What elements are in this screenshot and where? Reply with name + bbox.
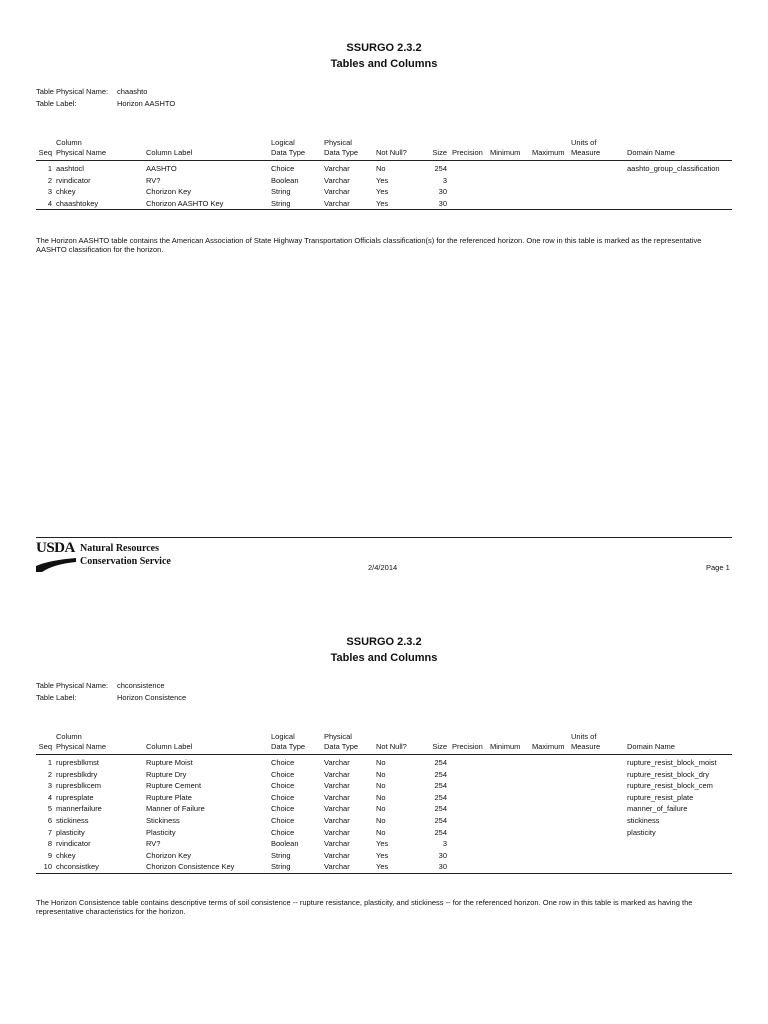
row-physical-name: chkey	[56, 850, 76, 860]
row-size: 254	[434, 804, 447, 814]
row-physical-data-type: Varchar	[324, 758, 350, 767]
header-physical-data-type: Data Type	[324, 742, 359, 751]
header-measure: Measure	[571, 148, 601, 157]
row-physical-data-type: Varchar	[324, 198, 350, 208]
table-row	[36, 780, 732, 792]
row-not-null: No	[376, 815, 386, 825]
row-physical-data-type: Varchar	[324, 804, 350, 814]
row-not-null: No	[376, 758, 386, 767]
header-precision: Precision	[452, 148, 483, 157]
table-label-value: Horizon Consistence	[117, 693, 187, 702]
row-column-label: Rupture Cement	[146, 781, 202, 791]
row-logical-data-type: String	[271, 187, 291, 197]
usda-logo	[36, 540, 196, 574]
header-seq: Seq	[38, 148, 52, 157]
table-header	[36, 730, 732, 755]
header-measure: Measure	[571, 742, 601, 751]
table-row	[36, 757, 732, 769]
row-physical-data-type: Varchar	[324, 850, 350, 860]
row-physical-data-type: Varchar	[324, 792, 350, 802]
header-minimum: Minimum	[490, 742, 521, 751]
row-physical-name: plasticity	[56, 827, 85, 837]
header-domain-name: Domain Name	[627, 742, 675, 751]
row-physical-name: rupresblkdry	[56, 769, 98, 779]
row-size: 30	[438, 187, 447, 197]
columns-table	[36, 730, 732, 874]
row-not-null: Yes	[376, 175, 389, 185]
row-physical-data-type: Varchar	[324, 164, 350, 173]
table-header	[36, 136, 732, 161]
header-physical: Physical	[324, 138, 352, 147]
row-seq: 6	[47, 815, 52, 825]
row-size: 3	[442, 175, 447, 185]
row-size: 254	[434, 164, 447, 173]
row-physical-name: rvindicator	[56, 175, 91, 185]
agency-name	[80, 542, 171, 568]
header-physical-name: Physical Name	[56, 742, 107, 751]
table-row	[36, 163, 732, 175]
row-seq: 7	[47, 827, 52, 837]
page-subtitle: Tables and Columns	[330, 652, 438, 664]
row-logical-data-type: Choice	[271, 758, 295, 767]
header-logical-data-type: Data Type	[271, 742, 306, 751]
table-label-label: Table Label:	[36, 693, 77, 702]
row-logical-data-type: Choice	[271, 804, 295, 814]
row-domain-name: rupture_resist_block_moist	[627, 758, 717, 767]
header-precision: Precision	[452, 742, 483, 751]
table-row	[36, 850, 732, 862]
row-column-label: Chorizon Key	[146, 850, 192, 860]
row-physical-data-type: Varchar	[324, 187, 350, 197]
header-domain-name: Domain Name	[627, 148, 675, 157]
row-logical-data-type: Choice	[271, 815, 295, 825]
row-physical-name: rvindicator	[56, 839, 91, 849]
table-row	[36, 175, 732, 187]
table-physical-name-value: chaashto	[117, 87, 148, 96]
table-row	[36, 815, 732, 827]
header-maximum: Maximum	[532, 148, 565, 157]
table-label-value: Horizon AASHTO	[117, 99, 176, 108]
row-column-label: RV?	[146, 839, 161, 849]
row-physical-name: rupresplate	[56, 792, 94, 802]
table-physical-name-label: Table Physical Name:	[36, 87, 109, 96]
header-size: Size	[432, 148, 447, 157]
row-not-null: Yes	[376, 850, 389, 860]
page-subtitle: Tables and Columns	[330, 58, 438, 70]
header-minimum: Minimum	[490, 148, 521, 157]
row-column-label: Rupture Plate	[146, 792, 192, 802]
header-physical-name: Physical Name	[56, 148, 107, 157]
row-seq: 9	[47, 850, 52, 860]
row-domain-name: plasticity	[627, 827, 656, 837]
header-physical-data-type: Data Type	[324, 148, 359, 157]
usda-swoosh-icon	[36, 558, 76, 572]
row-not-null: No	[376, 827, 386, 837]
row-column-label: Chorizon Key	[146, 187, 192, 197]
footer-divider	[36, 537, 732, 538]
row-seq: 2	[47, 769, 52, 779]
row-physical-data-type: Varchar	[324, 815, 350, 825]
row-size: 30	[438, 850, 447, 860]
row-column-label: RV?	[146, 175, 161, 185]
header-column-label: Column Label	[146, 148, 193, 157]
header-physical: Physical	[324, 732, 352, 741]
table-physical-name-line	[36, 680, 165, 691]
header-logical: Logical	[271, 138, 295, 147]
table-physical-name-label: Table Physical Name:	[36, 681, 109, 690]
header-size: Size	[432, 742, 447, 751]
row-size: 254	[434, 758, 447, 767]
row-physical-data-type: Varchar	[324, 827, 350, 837]
row-not-null: No	[376, 164, 386, 173]
row-not-null: No	[376, 781, 386, 791]
row-size: 30	[438, 198, 447, 208]
table-description: The Horizon AASHTO table contains the American Association of State Highway Transportation Officials classification(s) for the referenced horizon. One row in this table is marked as the representative AASHTO classification for the horizon.	[36, 236, 702, 254]
document-page-2	[0, 594, 768, 1024]
row-size: 254	[434, 769, 447, 779]
table-body	[36, 163, 732, 210]
row-seq: 1	[47, 758, 52, 767]
table-label-line	[36, 692, 186, 703]
table-label-label: Table Label:	[36, 99, 77, 108]
row-physical-name: stickiness	[56, 815, 89, 825]
row-physical-data-type: Varchar	[324, 769, 350, 779]
row-size: 30	[438, 862, 447, 872]
row-size: 254	[434, 815, 447, 825]
row-physical-name: aashtocl	[56, 164, 84, 173]
row-seq: 3	[47, 781, 52, 791]
row-logical-data-type: String	[271, 850, 291, 860]
row-logical-data-type: Choice	[271, 827, 295, 837]
table-body	[36, 757, 732, 874]
row-column-label: Chorizon AASHTO Key	[146, 198, 224, 208]
table-description: The Horizon Consistence table contains descriptive terms of soil consistence -- rupture resistance, plasticity, and stickiness -- for the referenced horizon. One row in this table is marked as having the representative characteristics for the horizon.	[36, 898, 693, 916]
header-seq: Seq	[38, 742, 52, 751]
row-not-null: Yes	[376, 839, 389, 849]
row-not-null: No	[376, 804, 386, 814]
header-column: Column	[56, 138, 82, 147]
row-physical-data-type: Varchar	[324, 839, 350, 849]
row-not-null: No	[376, 769, 386, 779]
row-logical-data-type: Choice	[271, 792, 295, 802]
row-seq: 5	[47, 804, 52, 814]
page-title: SSURGO 2.3.2	[346, 636, 422, 648]
row-size: 254	[434, 792, 447, 802]
header-logical: Logical	[271, 732, 295, 741]
row-size: 3	[442, 839, 447, 849]
table-row	[36, 803, 732, 815]
row-column-label: AASHTO	[146, 164, 177, 173]
agency-line-2: Conservation Service	[80, 556, 171, 567]
table-row	[36, 792, 732, 804]
row-seq: 1	[47, 164, 52, 173]
row-seq: 4	[47, 198, 52, 208]
table-row	[36, 838, 732, 850]
row-logical-data-type: Choice	[271, 164, 295, 173]
row-seq: 2	[47, 175, 52, 185]
row-domain-name: stickiness	[627, 815, 660, 825]
table-row	[36, 198, 732, 210]
header-not-null: Not Null?	[376, 148, 407, 157]
row-column-label: Plasticity	[146, 827, 176, 837]
row-size: 254	[434, 781, 447, 791]
header-units-of: Units of	[571, 138, 597, 147]
row-seq: 8	[47, 839, 52, 849]
row-seq: 4	[47, 792, 52, 802]
row-domain-name: rupture_resist_plate	[627, 792, 694, 802]
row-physical-name: rupresblkmst	[56, 758, 99, 767]
row-logical-data-type: String	[271, 198, 291, 208]
row-logical-data-type: Boolean	[271, 839, 299, 849]
agency-line-1: Natural Resources	[80, 543, 159, 554]
row-not-null: Yes	[376, 187, 389, 197]
footer-page-number: Page 1	[706, 563, 730, 572]
row-physical-name: chkey	[56, 187, 76, 197]
row-physical-data-type: Varchar	[324, 862, 350, 872]
row-logical-data-type: Choice	[271, 769, 295, 779]
header-maximum: Maximum	[532, 742, 565, 751]
row-physical-name: chaashtokey	[56, 198, 99, 208]
row-column-label: Rupture Dry	[146, 769, 187, 779]
table-physical-name-value: chconsistence	[117, 681, 165, 690]
columns-table	[36, 136, 732, 210]
row-physical-name: mannerfailure	[56, 804, 102, 814]
header-column: Column	[56, 732, 82, 741]
table-row	[36, 186, 732, 198]
row-domain-name: rupture_resist_block_dry	[627, 769, 710, 779]
row-domain-name: manner_of_failure	[627, 804, 688, 814]
row-domain-name: rupture_resist_block_cem	[627, 781, 713, 791]
page-title: SSURGO 2.3.2	[346, 42, 422, 54]
header-units-of: Units of	[571, 732, 597, 741]
header-not-null: Not Null?	[376, 742, 407, 751]
row-seq: 10	[43, 862, 52, 872]
header-column-label: Column Label	[146, 742, 193, 751]
row-physical-data-type: Varchar	[324, 781, 350, 791]
row-size: 254	[434, 827, 447, 837]
row-column-label: Stickiness	[146, 815, 180, 825]
row-physical-data-type: Varchar	[324, 175, 350, 185]
row-seq: 3	[47, 187, 52, 197]
table-row	[36, 827, 732, 839]
usda-logo-text: USDA	[36, 540, 75, 556]
footer-date: 2/4/2014	[368, 563, 398, 572]
row-physical-name: chconsistkey	[56, 862, 99, 872]
table-label-line	[36, 98, 175, 109]
row-logical-data-type: Choice	[271, 781, 295, 791]
table-row	[36, 769, 732, 781]
row-logical-data-type: String	[271, 862, 291, 872]
row-domain-name: aashto_group_classification	[627, 164, 720, 173]
row-column-label: Manner of Failure	[146, 804, 205, 814]
row-column-label: Chorizon Consistence Key	[146, 862, 235, 872]
row-logical-data-type: Boolean	[271, 175, 299, 185]
table-physical-name-line	[36, 86, 147, 97]
row-not-null: Yes	[376, 198, 389, 208]
header-logical-data-type: Data Type	[271, 148, 306, 157]
row-not-null: No	[376, 792, 386, 802]
table-row	[36, 861, 732, 873]
row-not-null: Yes	[376, 862, 389, 872]
row-column-label: Rupture Moist	[146, 758, 193, 767]
row-physical-name: rupresblkcem	[56, 781, 102, 791]
